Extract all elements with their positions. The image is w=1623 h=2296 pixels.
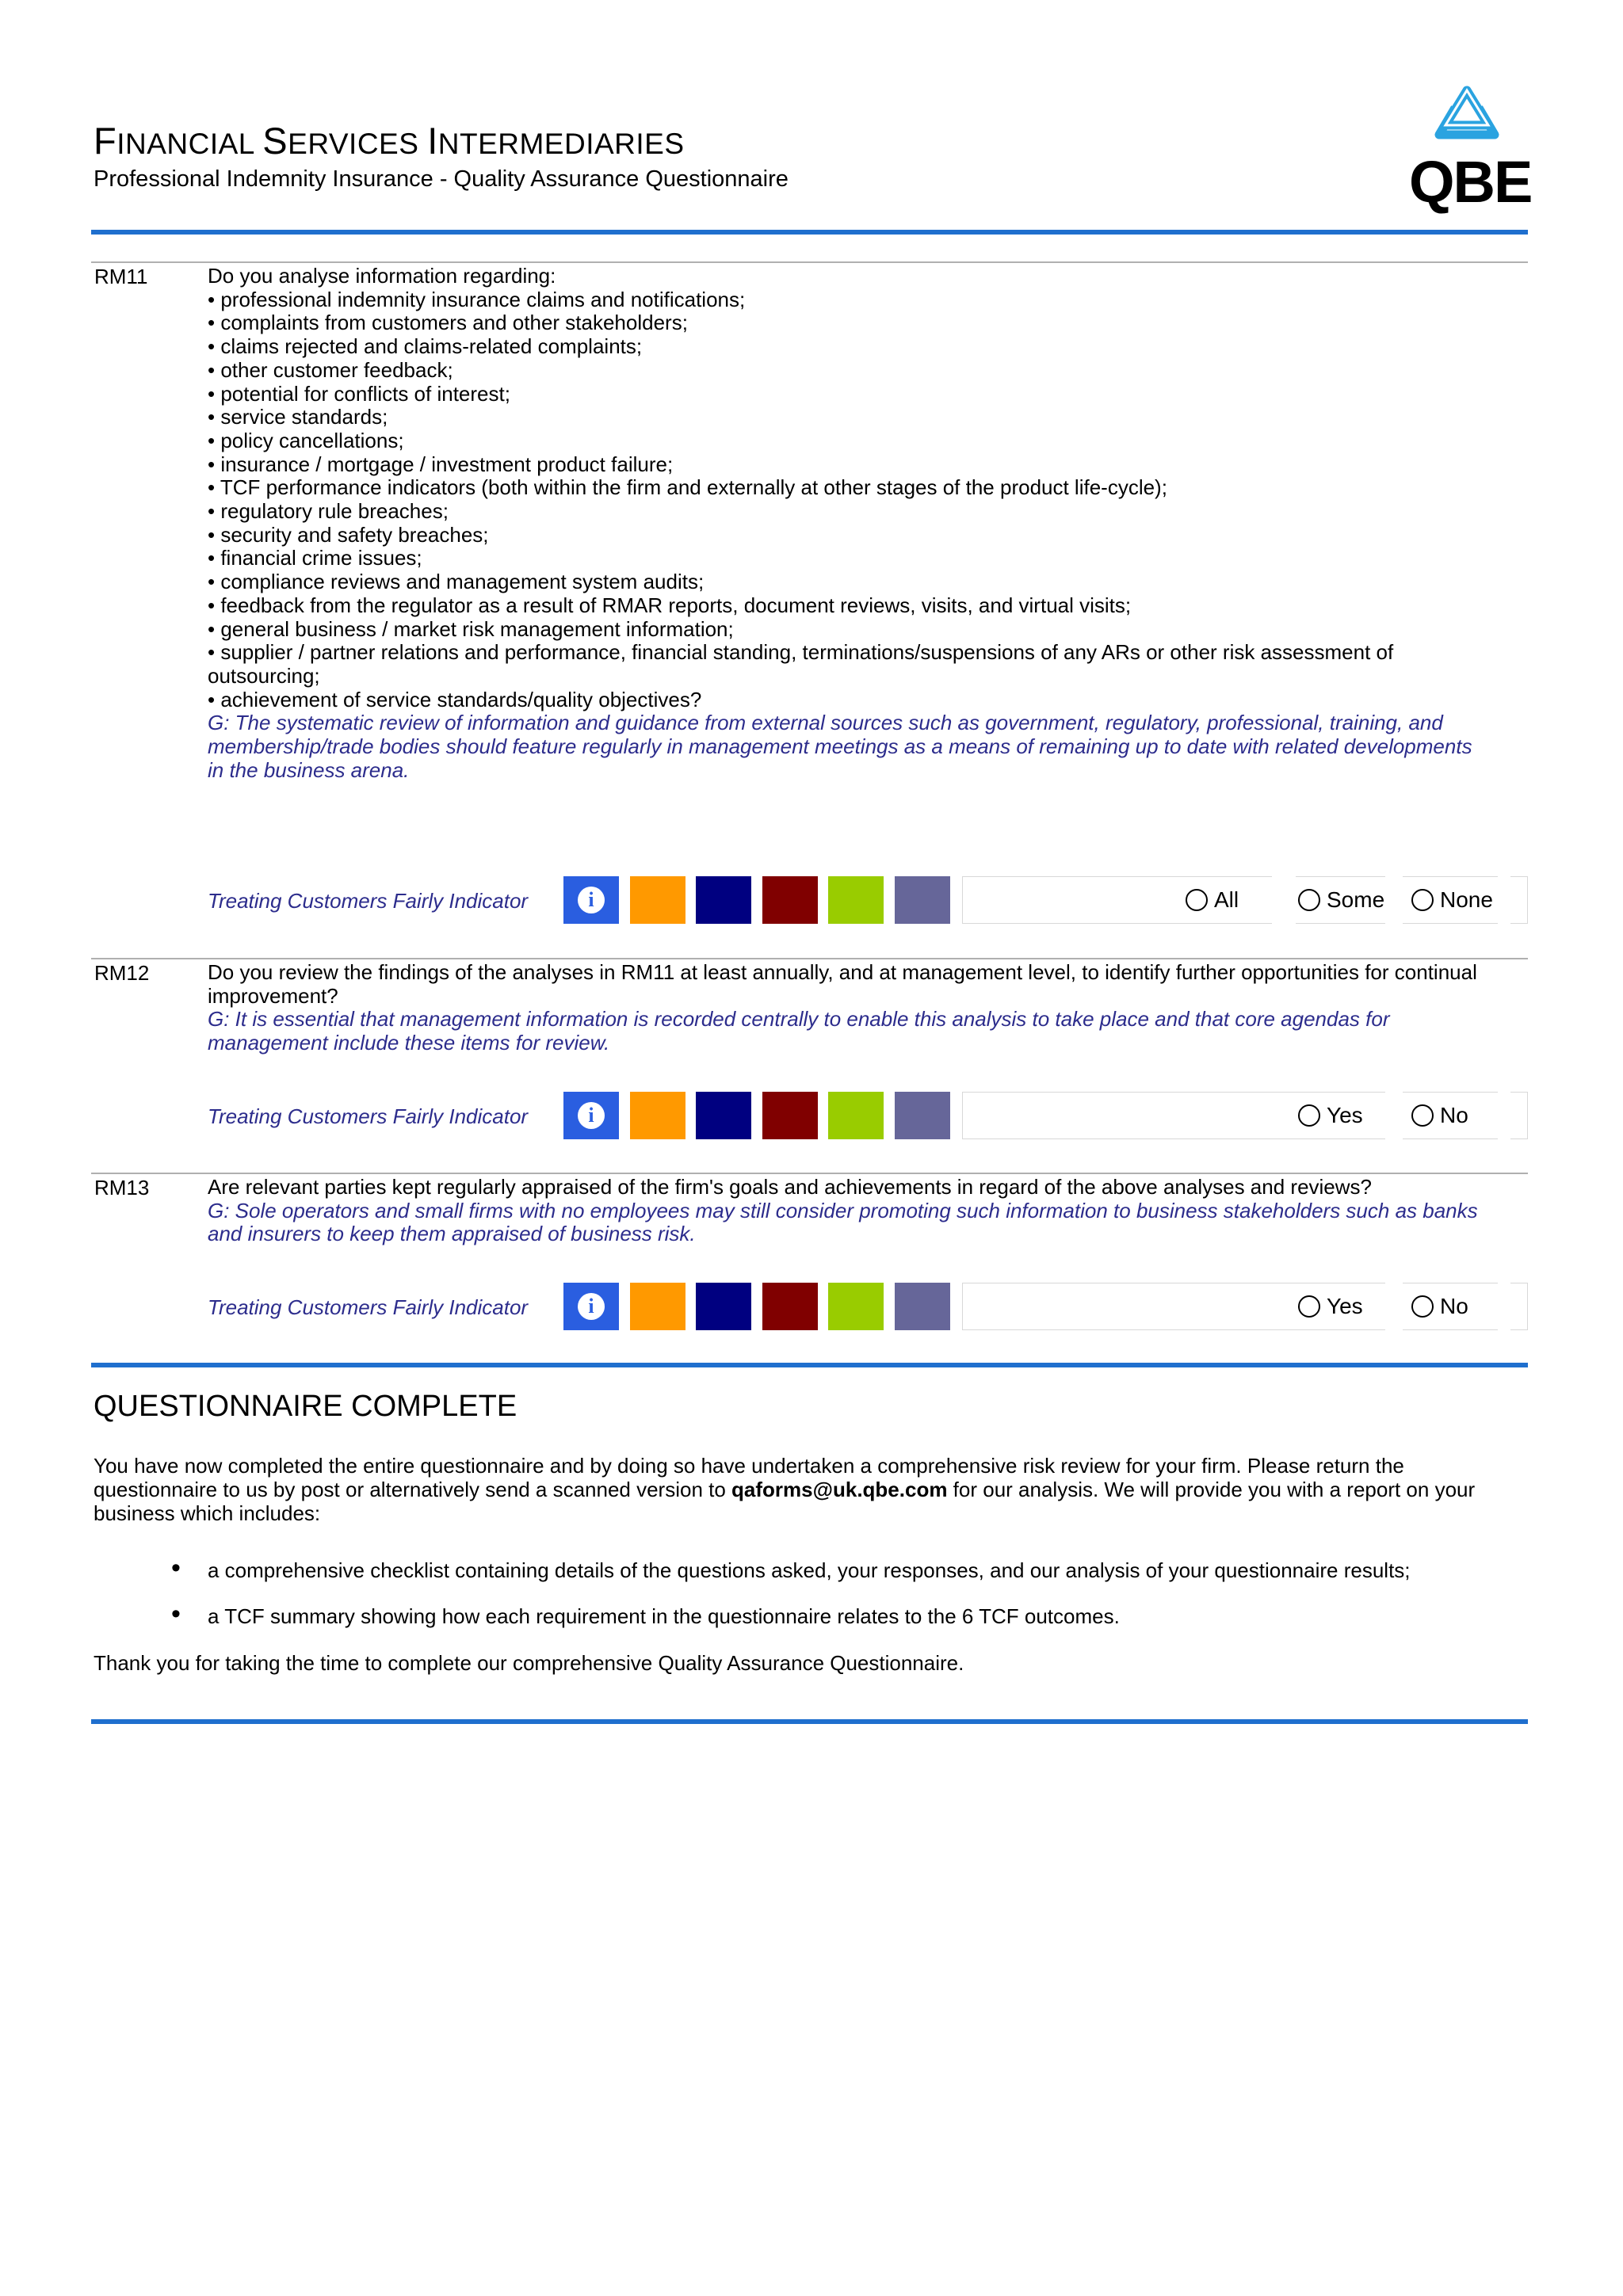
question-line: • achievement of service standards/quality objectives? bbox=[208, 687, 702, 711]
report-item: a comprehensive checklist containing details of the questions asked, your responses, and our analysis of your questionnaire results; bbox=[208, 1558, 1411, 1582]
option-yes[interactable] bbox=[1298, 1101, 1368, 1130]
tcf-outcome-5 bbox=[828, 876, 884, 924]
question-line: • service standards; bbox=[208, 405, 388, 429]
guidance-line: membership/trade bodies should feature regularly in management meetings as a means of remaining up to date with related developments bbox=[208, 734, 1472, 759]
tcf-info-button[interactable] bbox=[563, 1092, 619, 1139]
question-text bbox=[208, 265, 1523, 782]
radio-button[interactable] bbox=[1411, 1104, 1434, 1127]
radio-button[interactable] bbox=[1298, 889, 1320, 911]
option-label: None bbox=[1440, 887, 1493, 912]
option-no[interactable] bbox=[1411, 1101, 1473, 1130]
option-no[interactable] bbox=[1411, 1292, 1473, 1321]
response-gap bbox=[1272, 876, 1296, 924]
header-divider bbox=[91, 230, 1528, 235]
guidance-line: G: The systematic review of information and guidance from external sources such as government, regulatory, professional, training, and bbox=[208, 711, 1443, 735]
tcf-outcome-4 bbox=[762, 1092, 818, 1139]
option-label: No bbox=[1440, 1294, 1468, 1318]
title-cap-2: S bbox=[262, 120, 288, 162]
question-id: RM12 bbox=[94, 961, 150, 985]
completion-text: for our analysis. We will provide you with a report on your business which includes: bbox=[94, 1478, 1476, 1525]
guidance-line: in the business arena. bbox=[208, 757, 410, 782]
radio-button[interactable] bbox=[1186, 889, 1208, 911]
tcf-row-rm13 bbox=[0, 1283, 1623, 1332]
radio-button[interactable] bbox=[1411, 889, 1434, 911]
response-gap bbox=[1498, 1092, 1510, 1139]
document-subtitle: Professional Indemnity Insurance - Quality Assurance Questionnaire bbox=[94, 166, 789, 192]
tcf-row-rm11 bbox=[0, 876, 1623, 925]
tcf-label: Treating Customers Fairly Indicator bbox=[208, 1295, 529, 1319]
response-gap bbox=[1498, 876, 1510, 924]
tcf-outcome-4 bbox=[762, 1283, 818, 1330]
question-line: Do you review the findings of the analyses in RM11 at least annually, and at management level, to identify further opportunities for continual bbox=[208, 960, 1477, 984]
question-line: • other customer feedback; bbox=[208, 357, 453, 382]
question-line: • professional indemnity insurance claims and notifications; bbox=[208, 287, 746, 311]
tcf-info-button[interactable] bbox=[563, 1283, 619, 1330]
question-text bbox=[208, 1176, 1523, 1246]
title-rest-3: NTERMEDIARIES bbox=[437, 128, 685, 160]
info-icon: i bbox=[578, 887, 605, 913]
tcf-outcome-5 bbox=[828, 1092, 884, 1139]
question-line: improvement? bbox=[208, 983, 338, 1008]
tcf-info-button[interactable] bbox=[563, 876, 619, 924]
question-line: Are relevant parties kept regularly appraised of the firm's goals and achievements in regard of the above analyses and reviews? bbox=[208, 1175, 1372, 1199]
qbe-wordmark: QBE bbox=[1409, 149, 1532, 215]
guidance-line: management include these items for review. bbox=[208, 1031, 610, 1055]
response-gap bbox=[1385, 1283, 1403, 1330]
question-divider bbox=[91, 958, 1528, 959]
title-rest-2: ERVICES bbox=[288, 128, 428, 160]
qbe-logo bbox=[1409, 84, 1532, 215]
question-line: • potential for conflicts of interest; bbox=[208, 381, 510, 406]
completion-title: QUESTIONNAIRE COMPLETE bbox=[94, 1390, 517, 1423]
title-cap-3: I bbox=[427, 120, 438, 162]
section-divider bbox=[91, 1363, 1528, 1367]
report-item: a TCF summary showing how each requirement in the questionnaire relates to the 6 TCF outcomes. bbox=[208, 1604, 1120, 1628]
question-line: • compliance reviews and management system audits; bbox=[208, 570, 705, 594]
tcf-outcome-6 bbox=[895, 1283, 950, 1330]
question-line: • financial crime issues; bbox=[208, 546, 422, 570]
completion-paragraph bbox=[94, 1454, 1529, 1525]
title-cap-1: F bbox=[94, 120, 117, 162]
footer-divider bbox=[91, 1719, 1528, 1724]
option-label: Yes bbox=[1327, 1294, 1363, 1318]
question-text bbox=[208, 961, 1523, 1055]
question-id: RM13 bbox=[94, 1176, 150, 1199]
radio-button[interactable] bbox=[1298, 1104, 1320, 1127]
question-id: RM11 bbox=[94, 265, 148, 288]
response-gap bbox=[1498, 1283, 1510, 1330]
tcf-outcome-6 bbox=[895, 876, 950, 924]
completion-text: You have now completed the entire questionnaire and by doing so have undertaken a comprehensive risk review for your firm. Please return the questionnaire to us by post or alternatively send a scanned version to bbox=[94, 1454, 1404, 1501]
question-line: • complaints from customers and other stakeholders; bbox=[208, 311, 688, 335]
bullet-dot: • bbox=[171, 1599, 181, 1629]
option-yes[interactable] bbox=[1298, 1292, 1368, 1321]
question-line: • regulatory rule breaches; bbox=[208, 499, 449, 524]
option-label: Yes bbox=[1327, 1103, 1363, 1127]
title-rest-1: INANCIAL bbox=[116, 128, 263, 160]
question-line: • claims rejected and claims-related complaints; bbox=[208, 334, 643, 359]
radio-button[interactable] bbox=[1411, 1295, 1434, 1318]
radio-button[interactable] bbox=[1298, 1295, 1320, 1318]
guidance-line: G: It is essential that management information is recorded centrally to enable this analysis to take place and that core agendas for bbox=[208, 1007, 1390, 1032]
question-line: • policy cancellations; bbox=[208, 428, 404, 452]
tcf-outcome-2 bbox=[630, 876, 685, 924]
tcf-outcome-6 bbox=[895, 1092, 950, 1139]
tcf-outcome-5 bbox=[828, 1283, 884, 1330]
guidance-line: and insurers to keep them appraised of business risk. bbox=[208, 1222, 696, 1246]
question-divider bbox=[91, 1173, 1528, 1174]
question-line: • security and safety breaches; bbox=[208, 522, 489, 547]
question-line: • general business / market risk management information; bbox=[208, 616, 734, 641]
tcf-outcome-3 bbox=[696, 1092, 751, 1139]
contact-email[interactable]: qaforms@uk.qbe.com bbox=[731, 1478, 948, 1501]
bullet-dot: • bbox=[171, 1553, 181, 1583]
info-icon: i bbox=[578, 1102, 605, 1129]
question-line: • supplier / partner relations and performance, financial standing, terminations/suspensions of any ARs or other risk assessment of bbox=[208, 640, 1394, 665]
info-icon: i bbox=[578, 1293, 605, 1320]
tcf-outcome-3 bbox=[696, 1283, 751, 1330]
option-none[interactable] bbox=[1411, 886, 1498, 914]
option-label: No bbox=[1440, 1103, 1468, 1127]
tcf-label: Treating Customers Fairly Indicator bbox=[208, 1104, 529, 1128]
option-some[interactable] bbox=[1298, 886, 1389, 914]
tcf-outcome-2 bbox=[630, 1283, 685, 1330]
question-line: Do you analyse information regarding: bbox=[208, 264, 556, 288]
option-all[interactable] bbox=[1186, 886, 1243, 914]
question-line: • feedback from the regulator as a result of RMAR reports, document reviews, visits, and virtual visits; bbox=[208, 593, 1132, 617]
qbe-emblem-icon bbox=[1409, 84, 1525, 155]
thank-you-text: Thank you for taking the time to complete our comprehensive Quality Assurance Questionnaire. bbox=[94, 1651, 964, 1675]
tcf-outcome-3 bbox=[696, 876, 751, 924]
response-gap bbox=[1385, 1092, 1403, 1139]
tcf-label: Treating Customers Fairly Indicator bbox=[208, 889, 529, 913]
tcf-row-rm12 bbox=[0, 1092, 1623, 1141]
question-divider bbox=[91, 261, 1528, 263]
option-label: All bbox=[1214, 887, 1239, 912]
question-line: • insurance / mortgage / investment product failure; bbox=[208, 452, 674, 476]
tcf-outcome-4 bbox=[762, 876, 818, 924]
option-label: Some bbox=[1327, 887, 1385, 912]
guidance-line: G: Sole operators and small firms with no employees may still consider promoting such information to business stakeholders such as banks bbox=[208, 1198, 1478, 1222]
question-line: outsourcing; bbox=[208, 663, 320, 688]
tcf-outcome-2 bbox=[630, 1092, 685, 1139]
question-line: • TCF performance indicators (both within the firm and externally at other stages of the product life-cycle); bbox=[208, 475, 1167, 500]
document-title bbox=[94, 119, 685, 166]
